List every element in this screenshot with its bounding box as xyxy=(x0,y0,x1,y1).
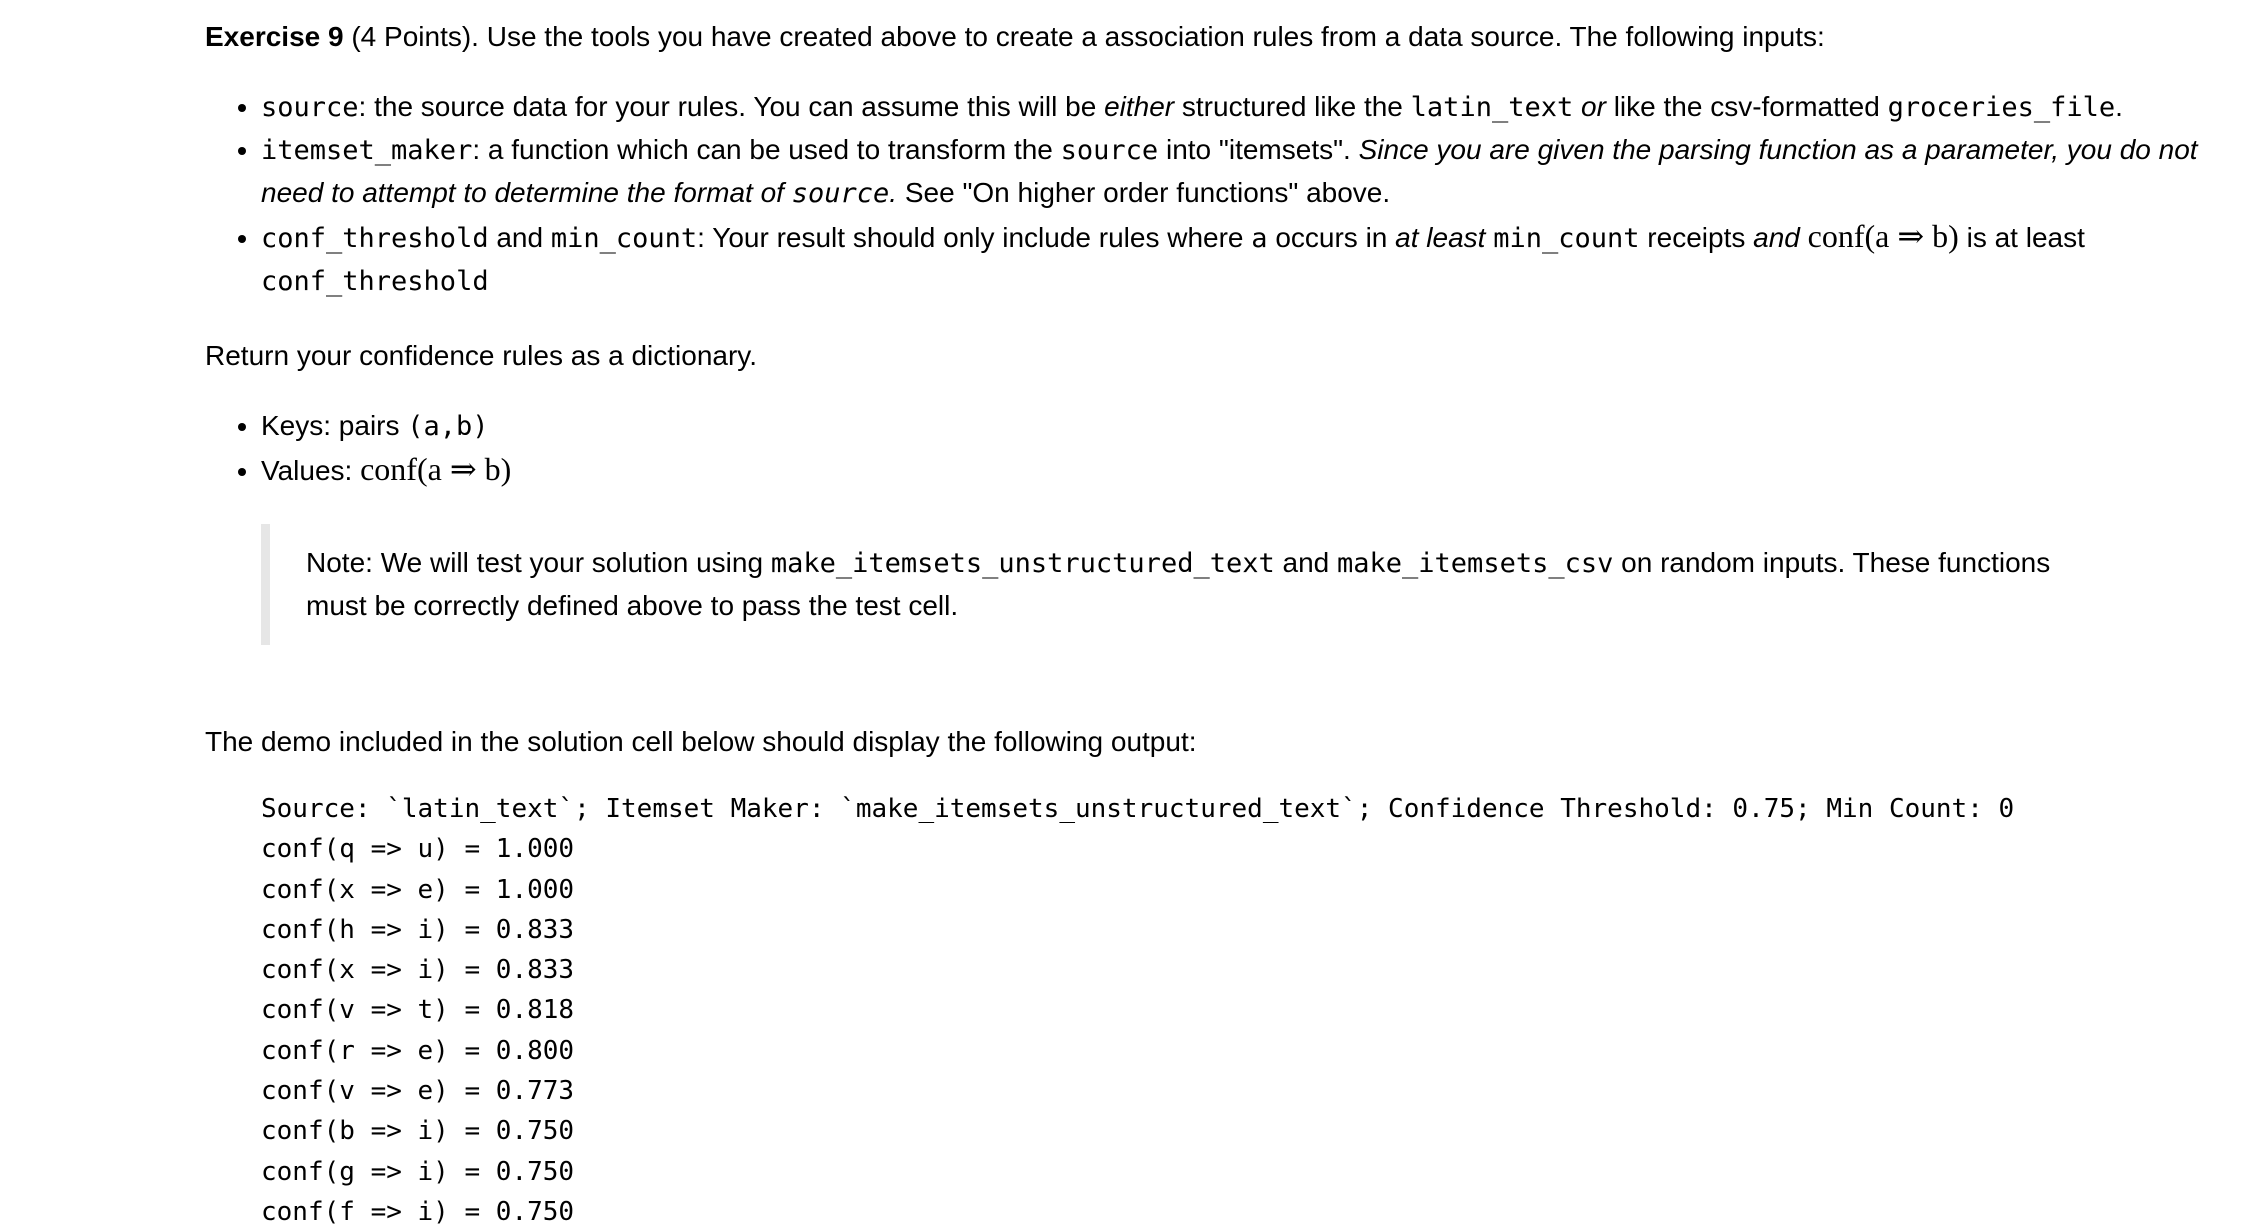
exercise-document xyxy=(205,0,2205,1232)
demo-output xyxy=(261,789,2205,1232)
text: : Your result should only include rules where xyxy=(697,222,1252,253)
output-line: conf(b => i) = 0.750 xyxy=(261,1116,575,1147)
output-line: conf(r => e) = 0.800 xyxy=(261,1035,575,1066)
emphasis: and xyxy=(1753,222,1800,253)
text: and xyxy=(488,222,551,253)
text: : a function which can be used to transform the xyxy=(472,134,1061,165)
output-line: conf(v => e) = 0.773 xyxy=(261,1076,575,1107)
output-line: conf(f => i) = 0.750 xyxy=(261,1196,575,1227)
math-conf-expression: conf(a ⇒ b) xyxy=(1807,218,1959,254)
code-source: source xyxy=(791,178,890,209)
code-pair: (a,b) xyxy=(407,411,489,442)
code-conf-threshold: conf_threshold xyxy=(261,223,489,254)
code-source: source xyxy=(1060,135,1159,166)
output-line: Source: `latin_text`; Itemset Maker: `make_itemsets_unstructured_text`; Confidence Threshold: 0.75; Min Count: 0 xyxy=(261,794,2015,824)
text: Keys: pairs xyxy=(261,410,408,441)
text: : the source data for your rules. You can assume this will be xyxy=(358,91,1105,122)
inputs-list xyxy=(205,86,2205,303)
output-line: conf(x => i) = 0.833 xyxy=(261,955,575,986)
exercise-intro xyxy=(205,16,2205,58)
exercise-title: Exercise 9 xyxy=(205,21,344,52)
text: into "itemsets". xyxy=(1158,134,1359,165)
code-source: source xyxy=(261,92,359,123)
text: occurs in xyxy=(1267,222,1396,253)
list-item-values xyxy=(261,448,2205,492)
code-itemset-maker: itemset_maker xyxy=(261,135,473,166)
output-line: conf(v => t) = 0.818 xyxy=(261,995,575,1026)
math-conf-expression: conf(a ⇒ b) xyxy=(360,451,512,487)
text: Note: We will test your solution using xyxy=(306,547,771,578)
list-item-thresholds xyxy=(261,215,2205,303)
output-line: conf(h => i) = 0.833 xyxy=(261,914,575,945)
note-blockquote xyxy=(261,524,2101,645)
text: See "On higher order functions" above. xyxy=(897,177,1391,208)
text: is at least xyxy=(1958,222,2085,253)
emphasis: either xyxy=(1104,91,1175,122)
code-min-count: min_count xyxy=(550,223,698,254)
code-make-itemsets-unstructured-text: make_itemsets_unstructured_text xyxy=(770,548,1275,579)
exercise-description: (4 Points). Use the tools you have created above to create a association rules from a data source. The following inputs: xyxy=(351,21,1825,52)
text: structured like the xyxy=(1174,91,1411,122)
text: Since you are given the parsing function as a parameter, you do not need to attempt to determine the format of xyxy=(261,134,2198,208)
text: on random inputs. These functions must be correctly defined above to pass the test cell. xyxy=(306,547,2051,621)
code-min-count: min_count xyxy=(1493,223,1640,254)
return-text: Return your confidence rules as a dictionary. xyxy=(205,340,757,371)
code-make-itemsets-csv: make_itemsets_csv xyxy=(1337,548,1614,579)
output-line: conf(x => e) = 1.000 xyxy=(261,874,575,905)
output-line: conf(g => i) = 0.750 xyxy=(261,1156,575,1187)
emphasis: at least xyxy=(1395,222,1486,253)
list-item-source xyxy=(261,86,2205,129)
code-conf-threshold: conf_threshold xyxy=(261,266,489,297)
text: Values: xyxy=(261,455,361,486)
text: receipts xyxy=(1639,222,1754,253)
output-line: conf(q => u) = 1.000 xyxy=(261,834,575,865)
text: like the csv-formatted xyxy=(1605,91,1888,122)
text: . xyxy=(2115,91,2123,122)
code-latin-text: latin_text xyxy=(1410,92,1574,123)
emphasis: or xyxy=(1581,91,1606,122)
text: and xyxy=(1274,547,1338,578)
return-format-list xyxy=(205,405,2205,492)
list-item-keys xyxy=(261,405,2205,448)
code-groceries-file: groceries_file xyxy=(1887,92,2116,123)
demo-intro: The demo included in the solution cell below should display the following output: xyxy=(205,726,1197,757)
list-item-itemset-maker xyxy=(261,129,2205,215)
text: . xyxy=(889,177,898,208)
code-a: a xyxy=(1251,223,1268,254)
